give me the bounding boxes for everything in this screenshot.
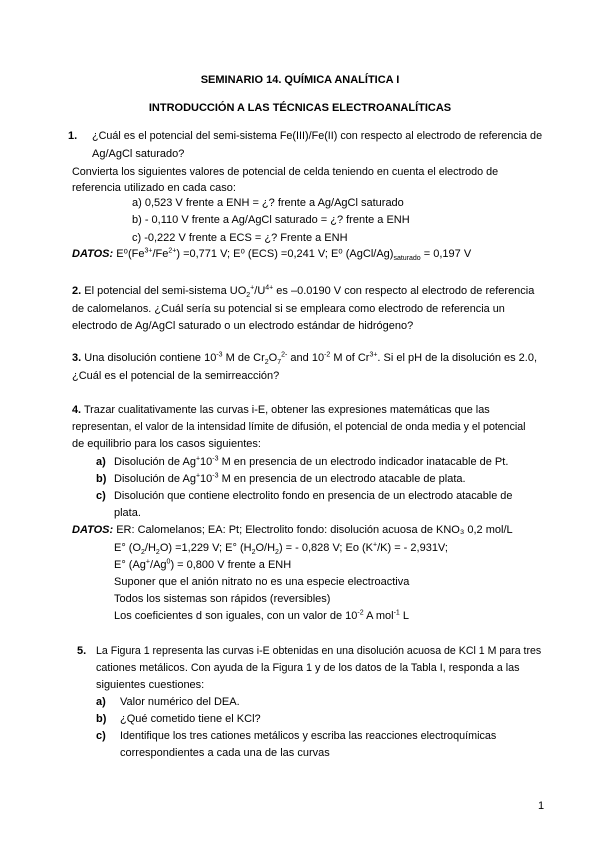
datos-label: DATOS:: [72, 248, 114, 260]
question-2-line-2: de calomelanos. ¿Cuál sería su potencial si se empleara como electrodo de referencia un: [72, 303, 505, 315]
question-3-line-1: 3. Una disolución contiene $10^{-3}$ M de $Cr_2O_7^{2-}$ and $10^{-2}$ M of $Cr^{3+}$. Si el pH de la disolución es 2.0,: [72, 351, 538, 367]
question-4-datos-3: E° $(Ag^+/Ag^0) = 0,800$ V frente a ENH: [114, 558, 292, 571]
question-1-item-c: c) -0,222 V frente a ECS = ¿? Frente a ENH: [132, 232, 348, 244]
question-5-item-a-label: a): [96, 696, 106, 708]
question-5-line-2: cationes metálicos. Con ayuda de la Figura 1 y de los datos de la Tabla I, responda a las: [96, 662, 520, 674]
page-title: SEMINARIO 14. QUÍMICA ANALÍTICA I: [200, 74, 400, 86]
question-1-item-a: a) 0,523 V frente a ENH = ¿? frente a Ag/AgCl saturado: [132, 197, 404, 209]
question-4-line-1: 4. Trazar cualitativamente las curvas i-E, obtener las expresiones matemáticas que las: [72, 404, 490, 416]
question-5-item-c-line-2: correspondientes a cada una de las curvas: [120, 747, 330, 759]
page-subtitle: INTRODUCCIÓN A LAS TÉCNICAS ELECTROANALÍTICAS: [148, 102, 452, 114]
question-1-datos: [72, 248, 471, 261]
question-4-item-b-label: b): [96, 473, 107, 485]
question-5-item-b-label: b): [96, 713, 107, 725]
question-4-datos-6: Los coeficientes d son iguales, con un valor de $10^{-2}$ A mol$^{-1}$ L: [114, 609, 410, 622]
question-4-datos-2: E° $(O_2/H_2O) =1,229$ V; E° $(H_2O/H_2)$ = - 0,828 V; Eo (K+/K) = - 2,931V;: [114, 541, 448, 557]
question-4-item-c-label: c): [96, 490, 106, 502]
question-1-line-1: ¿Cuál es el potencial del semi-sistema Fe(III)/Fe(II) con respecto al electrodo de referencia de: [92, 130, 543, 142]
question-1-number: 1.: [68, 130, 78, 142]
question-4-item-b: Disolución de $Ag^+10^{-3}$ M en presencia de un electrodo atacable de plata.: [114, 472, 466, 485]
question-4-item-a: Disolución de $Ag^+10^{-3}$ M en presencia de un electrodo indicador inatacable de Pt.: [114, 455, 509, 468]
question-5-item-c-line-1: Identifique los tres cationes metálicos y escriba las reacciones electroquímicas: [120, 730, 497, 742]
question-5-item-c-label: c): [96, 730, 106, 742]
question-5-line-1: La Figura 1 representa las curvas i-E obtenidas en una disolución acuosa de KCl 1 M para tres: [96, 645, 542, 657]
datos-text: $E^0(Fe^{3+}/Fe^{2+}) =0,771$ V; E⁰ (ECS) =0,241 V; E⁰ $(AgCl/Ag)_{saturado} = 0,197$ V: [116, 247, 472, 263]
question-2-line-3: electrodo de Ag/AgCl saturado o un electrodo estándar de hidrógeno?: [72, 320, 414, 332]
question-4-item-c-line-1: Disolución que contiene electrolito fondo en presencia de un electrodo atacable de: [114, 490, 513, 502]
question-4-datos-4: Suponer que el anión nitrato no es una especie electroactiva: [114, 576, 410, 588]
question-4-line-3: de equilibrio para los casos siguientes:: [72, 438, 261, 450]
question-1-line-3: Convierta los siguientes valores de potencial de celda teniendo en cuenta el electrodo de: [72, 166, 499, 178]
question-5-item-b: ¿Qué cometido tiene el KCl?: [120, 713, 261, 725]
question-5-number: 5.: [77, 645, 87, 657]
question-3-line-2: ¿Cuál es el potencial de la semirreacción?: [72, 370, 280, 382]
question-4-datos-5: Todos los sistemas son rápidos (reversibles): [114, 593, 331, 605]
question-4-line-2: representan, el valor de la intensidad límite de difusión, el potencial de onda media y el potencial: [72, 421, 526, 433]
question-5-item-a: Valor numérico del DEA.: [120, 696, 240, 708]
question-5-line-3: siguientes cuestiones:: [96, 679, 205, 691]
question-4-datos-1: DATOS: ER: Calomelanos; EA: Pt; Electrolito fondo: disolución acuosa de KNO₃ 0,2 mol/L: [72, 524, 513, 536]
question-1-line-4: referencia utilizado en cada caso:: [72, 182, 236, 194]
question-4-item-a-label: a): [96, 456, 106, 468]
question-2-line-1: 2. El potencial del semi-sistema $UO_2^+/U^{4+}$ es –0.0190 V con respecto al electrodo de referencia: [72, 284, 535, 300]
question-1-line-2: Ag/AgCl saturado?: [92, 148, 185, 160]
question-4-item-c-line-2: plata.: [114, 507, 141, 519]
page-number: 1: [538, 800, 545, 812]
question-1-item-b: b) - 0,110 V frente a Ag/AgCl saturado = ¿? frente a ENH: [132, 214, 410, 226]
